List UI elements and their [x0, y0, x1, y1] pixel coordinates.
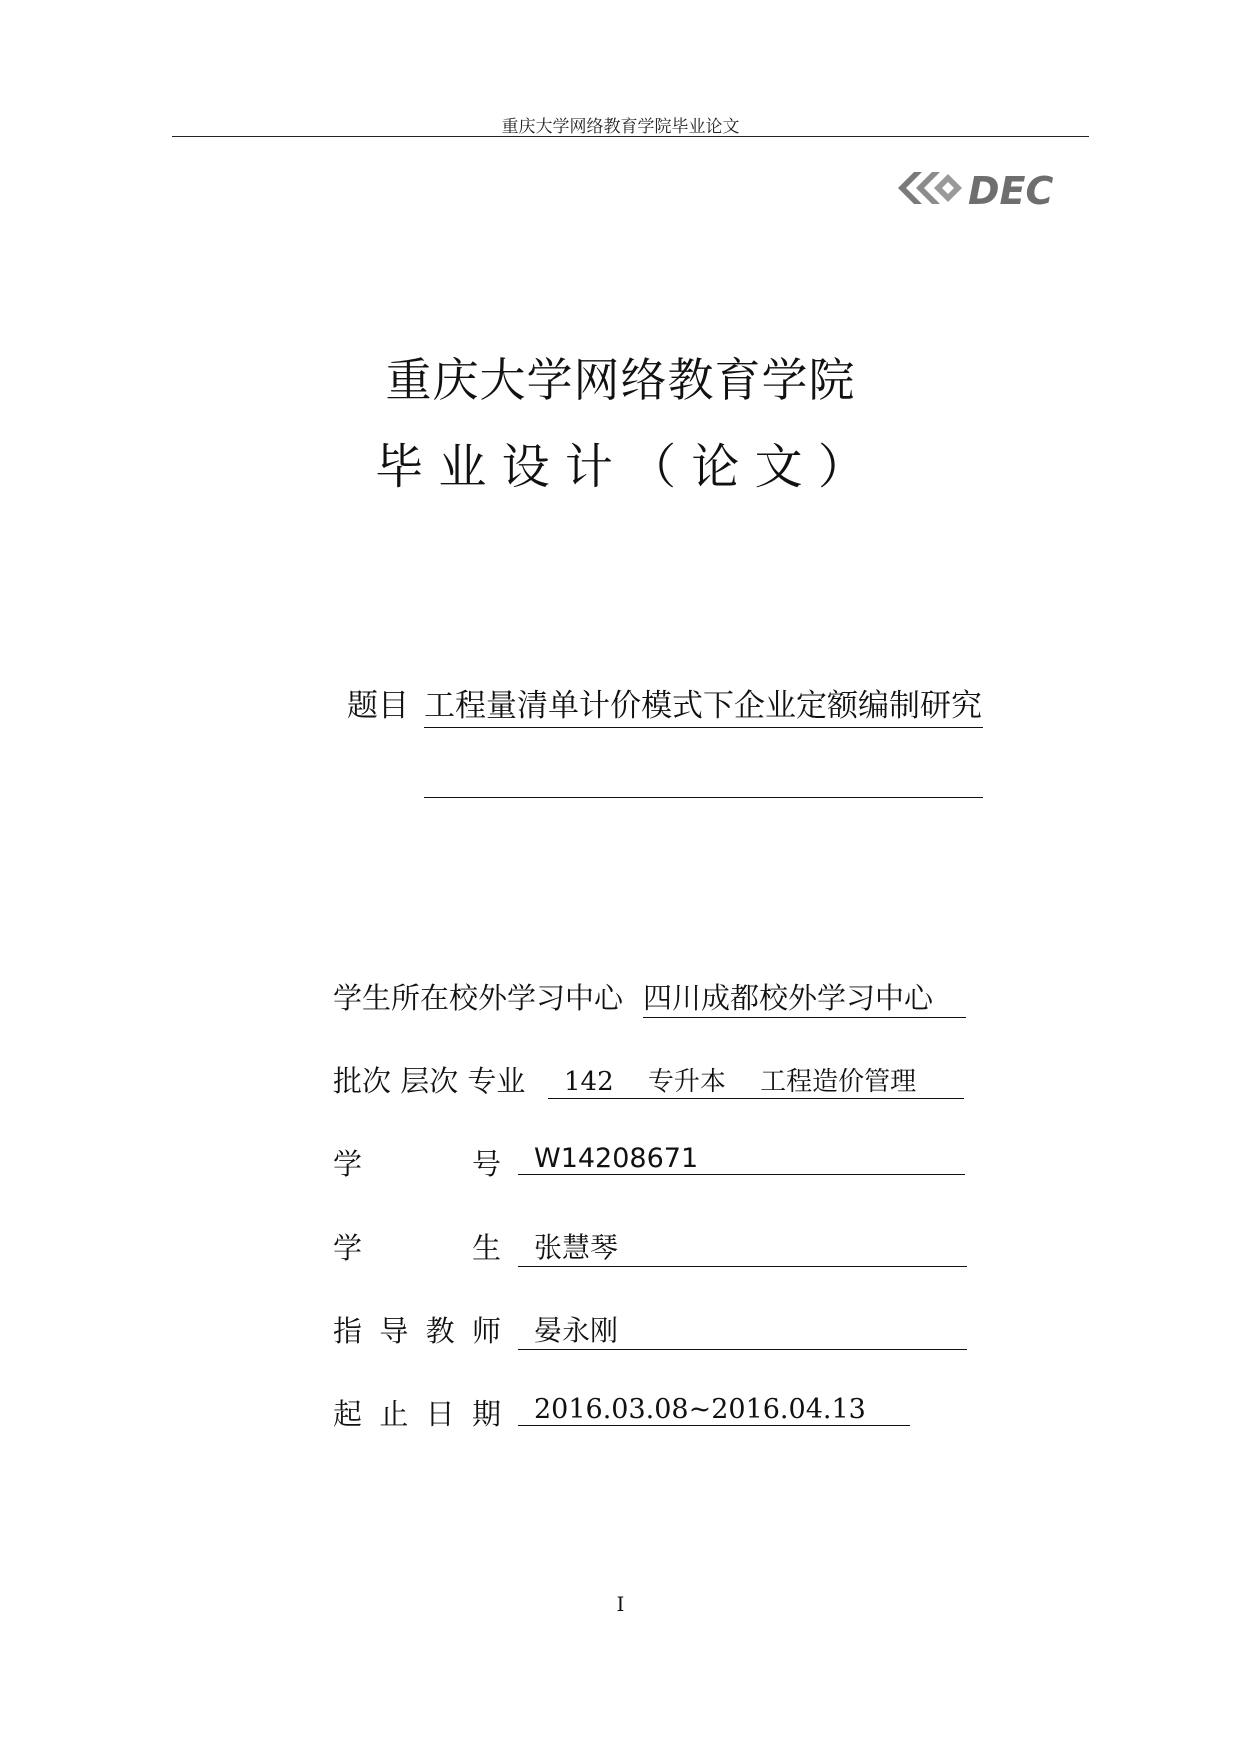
advisor-value: 晏永刚: [518, 1309, 967, 1350]
topic-label: 题目: [347, 688, 409, 724]
thesis-title: 毕 业 设 计 （ 论 文 ）: [375, 439, 866, 495]
center-value: 四川成都校外学习中心: [643, 976, 966, 1018]
dates-label-char: 期: [471, 1397, 501, 1431]
dates-label: [333, 1392, 501, 1433]
topic-value: 工程量清单计价模式下企业定额编制研究: [424, 680, 983, 728]
batch-label: 批次 层次 专业: [333, 1064, 526, 1098]
topic-blank-line: [424, 797, 983, 798]
dates-label-char: 日: [425, 1397, 455, 1431]
page-number: I: [616, 1592, 625, 1616]
student-id-label: [333, 1142, 501, 1183]
logo-text: DEC: [968, 169, 1054, 213]
student-label-a: 学: [333, 1231, 363, 1265]
advisor-label-char: 指: [333, 1314, 363, 1348]
dec-logo-icon: [884, 162, 1064, 214]
dates-label-char: 止: [379, 1397, 409, 1431]
student-id-value: W14208671: [518, 1143, 965, 1175]
center-label: 学生所在校外学习中心: [333, 981, 624, 1015]
advisor-label-char: 师: [471, 1314, 501, 1348]
student-value: 张慧琴: [518, 1226, 967, 1267]
page-header-title: 重庆大学网络教育学院毕业论文: [501, 117, 740, 137]
institution-title: 重庆大学网络教育学院: [385, 353, 856, 407]
advisor-label-char: 导: [379, 1314, 409, 1348]
advisor-label: [333, 1309, 501, 1350]
student-id-label-a: 学: [333, 1147, 363, 1181]
dec-logo: [884, 162, 1064, 214]
student-label: [333, 1226, 501, 1267]
student-id-label-b: 号: [471, 1147, 501, 1181]
dates-value: 2016.03.08~2016.04.13: [518, 1394, 910, 1426]
student-label-b: 生: [471, 1231, 501, 1265]
advisor-label-char: 教: [425, 1314, 455, 1348]
header-rule: [172, 136, 1089, 137]
batch-value: 142 专升本 工程造价管理: [548, 1061, 964, 1099]
dates-label-char: 起: [333, 1397, 363, 1431]
